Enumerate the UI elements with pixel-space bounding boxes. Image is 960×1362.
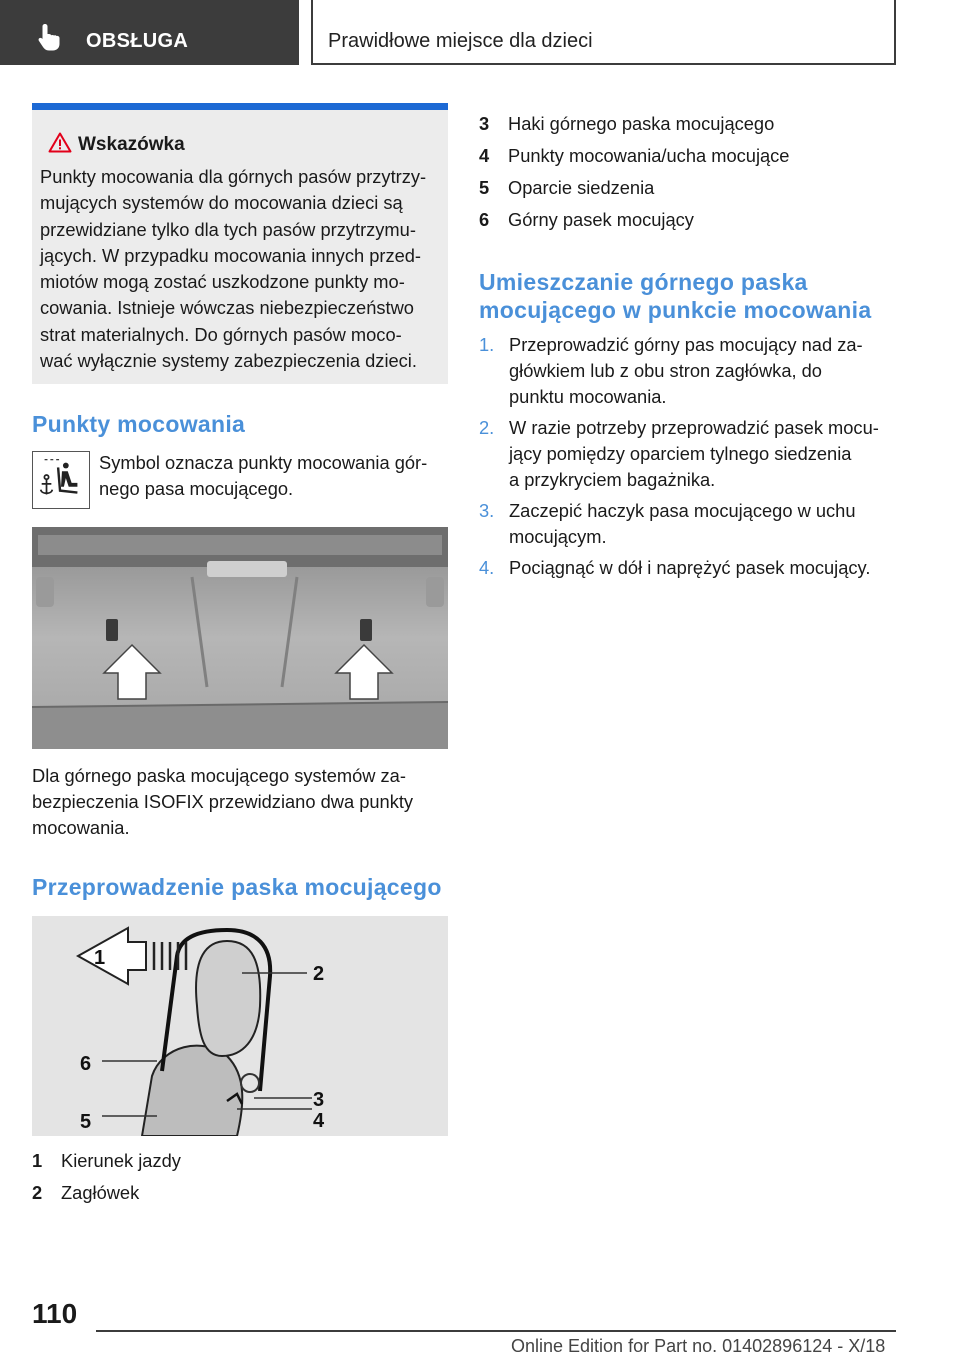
legend-number: 4 — [479, 145, 490, 166]
legend-item — [479, 140, 789, 172]
section-label: OBSŁUGA — [86, 30, 189, 52]
step-line: Zaczepić haczyk pasa mocującego w uchu — [509, 500, 856, 521]
section-tab — [0, 0, 299, 65]
section-heading-placement — [479, 268, 871, 324]
warning-line: jących. W przypadku mocowania innych przed- — [40, 244, 422, 266]
diagram-legend-left — [32, 1145, 181, 1209]
step-item — [479, 332, 899, 410]
warning-line: przewidziane tylko dla tych pasów przytrzymu- — [40, 218, 416, 240]
diagram-label-6: 6 — [80, 1053, 92, 1075]
hand-pointer-icon — [36, 22, 62, 52]
warning-line: mujących systemów do mocowania dzieci są — [40, 192, 403, 214]
legend-number: 3 — [479, 113, 490, 134]
step-number: 2. — [479, 417, 495, 438]
page-title: Prawidłowe miejsce dla dzieci — [328, 30, 593, 52]
warning-line: wać wyłącznie systemy zabezpieczenia dzieci. — [40, 350, 417, 372]
warning-line: miotów mogą zostać uszkodzone punkty mo- — [40, 271, 405, 293]
edition-info: Online Edition for Part no. 01402896124 - X/18 — [511, 1336, 886, 1356]
diagram-label-3: 3 — [313, 1089, 325, 1111]
page-header — [311, 0, 896, 65]
warning-line: Punkty mocowania dla górnych pasów przytrzy- — [40, 166, 427, 187]
placement-steps — [479, 332, 899, 586]
child-seat-anchor-icon — [33, 452, 89, 508]
legend-number: 1 — [32, 1150, 43, 1171]
warning-line: strat materialnych. Do górnych pasów moco- — [40, 323, 402, 345]
page-number: 110 — [32, 1298, 78, 1329]
legend-item — [32, 1177, 181, 1209]
paragraph-line: mocowania. — [32, 817, 130, 838]
paragraph-line: bezpieczenia ISOFIX przewidziano dwa punkty — [32, 791, 414, 812]
diagram-label-2: 2 — [313, 963, 325, 985]
legend-number: 2 — [32, 1182, 43, 1203]
warning-body — [40, 164, 440, 374]
diagram-label-1: 1 — [94, 947, 106, 969]
section-heading-routing: Przeprowadzenie paska mocującego — [32, 874, 442, 900]
footer-divider — [96, 1330, 896, 1332]
section-heading-anchor-points: Punkty mocowania — [32, 411, 246, 437]
legend-text: Kierunek jazdy — [61, 1150, 181, 1171]
warning-title: Wskazówka — [78, 134, 185, 155]
step-number: 3. — [479, 500, 495, 521]
heading-line: Umieszczanie górnego paska — [479, 269, 808, 295]
step-item — [479, 555, 899, 581]
step-item — [479, 415, 899, 493]
legend-text: Górny pasek mocujący — [508, 209, 694, 230]
step-line: W razie potrzeby przeprowadzić pasek mocu- — [509, 417, 879, 438]
legend-item — [479, 204, 789, 236]
warning-note — [32, 103, 448, 384]
legend-text: Haki górnego paska mocującego — [508, 113, 775, 134]
step-line: główkiem lub z obu stron zagłówka, do — [509, 360, 822, 381]
anchor-points-paragraph — [32, 763, 448, 841]
step-number: 4. — [479, 557, 495, 578]
symbol-description — [99, 450, 449, 502]
step-line: jący pomiędzy oparciem tylnego siedzenia — [509, 443, 852, 464]
step-item — [479, 498, 899, 550]
step-number: 1. — [479, 334, 495, 355]
heading-line: mocującego w punkcie mocowania — [479, 297, 872, 323]
trunk-anchor-photo — [32, 527, 448, 749]
symbol-text-line: nego pasa mocującego. — [99, 478, 294, 499]
legend-text: Punkty mocowania/ucha mocujące — [508, 145, 790, 166]
legend-item — [32, 1145, 181, 1177]
symbol-text-line: Symbol oznacza punkty mocowania gór- — [99, 452, 428, 473]
warning-line: cowania. Istnieje wówczas niebezpieczeństwo — [40, 297, 414, 319]
step-line: Przeprowadzić górny pas mocujący nad za- — [509, 334, 863, 355]
legend-text: Zagłówek — [61, 1182, 140, 1203]
diagram-legend-right — [479, 108, 789, 236]
step-line: mocującym. — [509, 526, 607, 547]
legend-item — [479, 172, 789, 204]
child-seat-anchor-symbol — [32, 451, 90, 509]
diagram-label-5: 5 — [80, 1111, 92, 1133]
legend-number: 6 — [479, 209, 490, 230]
paragraph-line: Dla górnego paska mocującego systemów za- — [32, 765, 406, 786]
warning-triangle-icon — [48, 132, 72, 153]
step-line: Pociągnąć w dół i naprężyć pasek mocujący. — [509, 557, 871, 578]
legend-text: Oparcie siedzenia — [508, 177, 655, 198]
legend-number: 5 — [479, 177, 490, 198]
step-line: a przykryciem bagażnika. — [509, 469, 716, 490]
legend-item — [479, 108, 789, 140]
diagram-label-4: 4 — [313, 1110, 325, 1132]
step-line: punktu mocowania. — [509, 386, 667, 407]
tether-routing-diagram — [32, 916, 448, 1136]
